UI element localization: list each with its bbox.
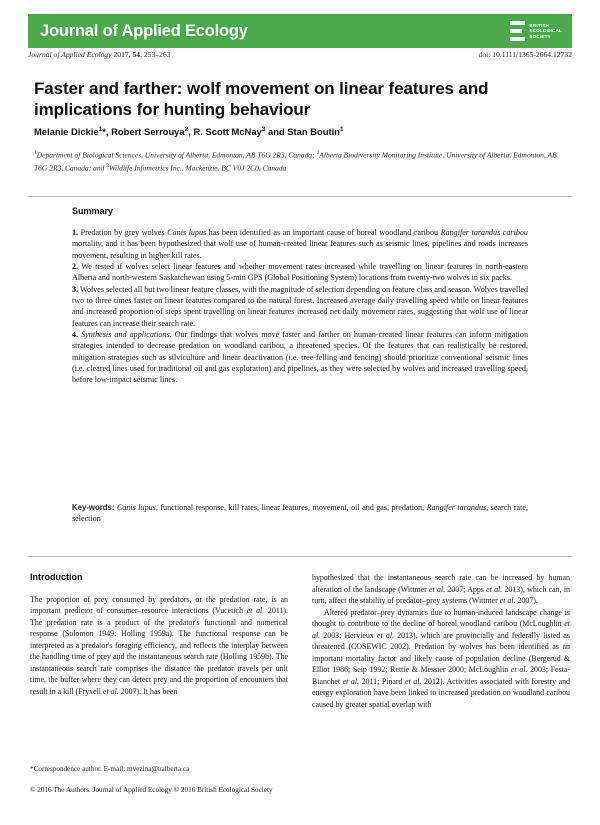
divider-top <box>28 196 572 197</box>
introduction-heading: Introduction <box>30 572 83 582</box>
citation-pages: , 253–263 <box>140 50 171 59</box>
keywords-line: Key-words: Canis lupus, functional response, kill rates, linear features, movement, oil and gas, predation, Rangifer tarandus, search rate, selection <box>72 503 528 524</box>
summary-section <box>72 206 528 386</box>
article-title: Faster and farther: wolf movement on linear features and implications for hunting behaviour <box>34 79 489 119</box>
bes-logo-line2: ECOLOGICAL <box>529 28 562 34</box>
summary-point: 3. Wolves selected all but two linear feature classes, with the magnitude of selection depending on feature class and season. Wolves travelled two to three times faster on linear features compared to the natural forest. Increased average daily travelling speed while on linear features and increased proportion of steps spent travelling on linear features increased net daily movement rates, suggesting that wolf use of linear features can increase their search rate. <box>72 284 529 328</box>
summary-heading: Summary <box>72 206 114 216</box>
bes-emblem-icon <box>510 21 525 41</box>
citation-volume: 54 <box>132 50 141 59</box>
journal-masthead <box>28 14 572 48</box>
body-paragraph: The proportion of prey consumed by predators, or the predation rate, is an important predictor of consumer–resource interactions (Vucetich et al. 2011). The predation rate is a product of the predator's functional and numerical response (Solomon 1949; Holling 1959a). The functional response can be interpreted as a predator's foraging efficiency, and reflects the interplay between the handling time of prey and the instantaneous search rate (Holling 1959b). The instantaneous search rate comprises the distance the predator travels per unit time, the buffer where they can detect prey and the proportion of encounters that result in a kill (Fryxell et al. 2007). It has been <box>30 594 289 696</box>
summary-point: 1. Predation by grey wolves Canis lupus has been identified as an important cause of boreal woodland caribou Rangifer tarandus caribou mortality, and it has been hypothesized that wolf use of human-created linear features such as seismic lines, pipelines and roads increases movement, resulting in higher kill rates. <box>72 228 528 260</box>
body-column-right <box>312 572 570 710</box>
divider-bottom <box>28 556 572 557</box>
author-affiliations: $^1$Department of Biological Sciences, University of Alberta, Edmonton, AB T6G 2R3, Canada; $^2$Alberta Biodiversity Monitoring Institute, University of Alberta, Edmonton, AB T6G 2R3, Canada; and $^3$Wildlife Infometrics Inc., Mackenzie, BC V0J 2C0, Canada <box>34 150 557 173</box>
bes-logo-text <box>529 23 562 40</box>
bes-logo-line1: BRITISH <box>529 22 550 28</box>
journal-title: Journal of Applied Ecology <box>40 21 248 40</box>
correspondence-note[interactable]: *Correspondence author. E-mail: mvezina@ualberta.ca <box>30 765 190 773</box>
body-paragraph: hypothesized that the instantaneous search rate can be increased by human alteration of the landscape (Wittmer et al. 2007; Apps et al. 2013), which can, in turn, affect the stability of predator–prey systems (Wittmer et al. 2007). <box>312 573 570 605</box>
citation-journal: Journal of Applied Ecology <box>28 50 112 59</box>
citation-year: 2017, <box>111 50 133 59</box>
doi-text[interactable]: doi: 10.1111/1365-2664.12732 <box>478 50 572 59</box>
british-ecological-society-logo <box>510 21 572 41</box>
copyright-line: © 2016 The Authors. Journal of Applied Ecology © 2016 British Ecological Society <box>30 786 273 794</box>
summary-point: 2. We tested if wolves select linear features and whether movement rates increased while travelling on linear features in north-eastern Alberta and north-western Saskatchewan using 5-min GPS (Global Positioning System) locations from twenty-two wolves in six packs. <box>72 262 528 283</box>
author-list: Melanie Dickie$^1$*, Robert Serrouya$^2$, R. Scott McNay$^3$ and Stan Boutin$^1$ <box>34 126 344 138</box>
summary-point: 4. Synthesis and applications. Our findings that wolves move faster and farther on human-created linear features can inform mitigation strategies intended to decrease predation on woodland caribou, a threatened species. Of the features that can realistically be restored, mitigation strategies such as silviculture and linear deactivation (i.e. tree-felling and fencing) should prioritize conventional seismic lines (i.e. cleared lines used for traditional oil and gas exploration) and pipelines, as they were selected by wolves and increased travelling speed, before low-impact seismic lines. <box>72 330 528 385</box>
bes-logo-line3: SOCIETY <box>529 33 551 39</box>
citation-row <box>28 50 572 59</box>
body-column-left <box>30 572 288 697</box>
body-paragraph: Altered predator–prey dynamics due to human-induced landscape change is thought to contribute to the decline of boreal woodland caribou (McLoughlin et al. 2003; Hervieux et al. 2013), which are provincially and federally listed as threatened (COSEWIC 2002). Predation by wolves has been identified as an important mortality factor and likely cause of population decline (Bergerud & Elliot 1986; Seip 1992; Rettie & Messier 2000; McLoughlin et al. 2003; Festa-Bianchet et al. 2011; Pinard et al. 2012). Activities associated with forestry and energy exploration have been linked to increased predation on woodland caribou caused by greater spatial overlap with <box>312 607 571 709</box>
journal-citation <box>28 50 170 59</box>
